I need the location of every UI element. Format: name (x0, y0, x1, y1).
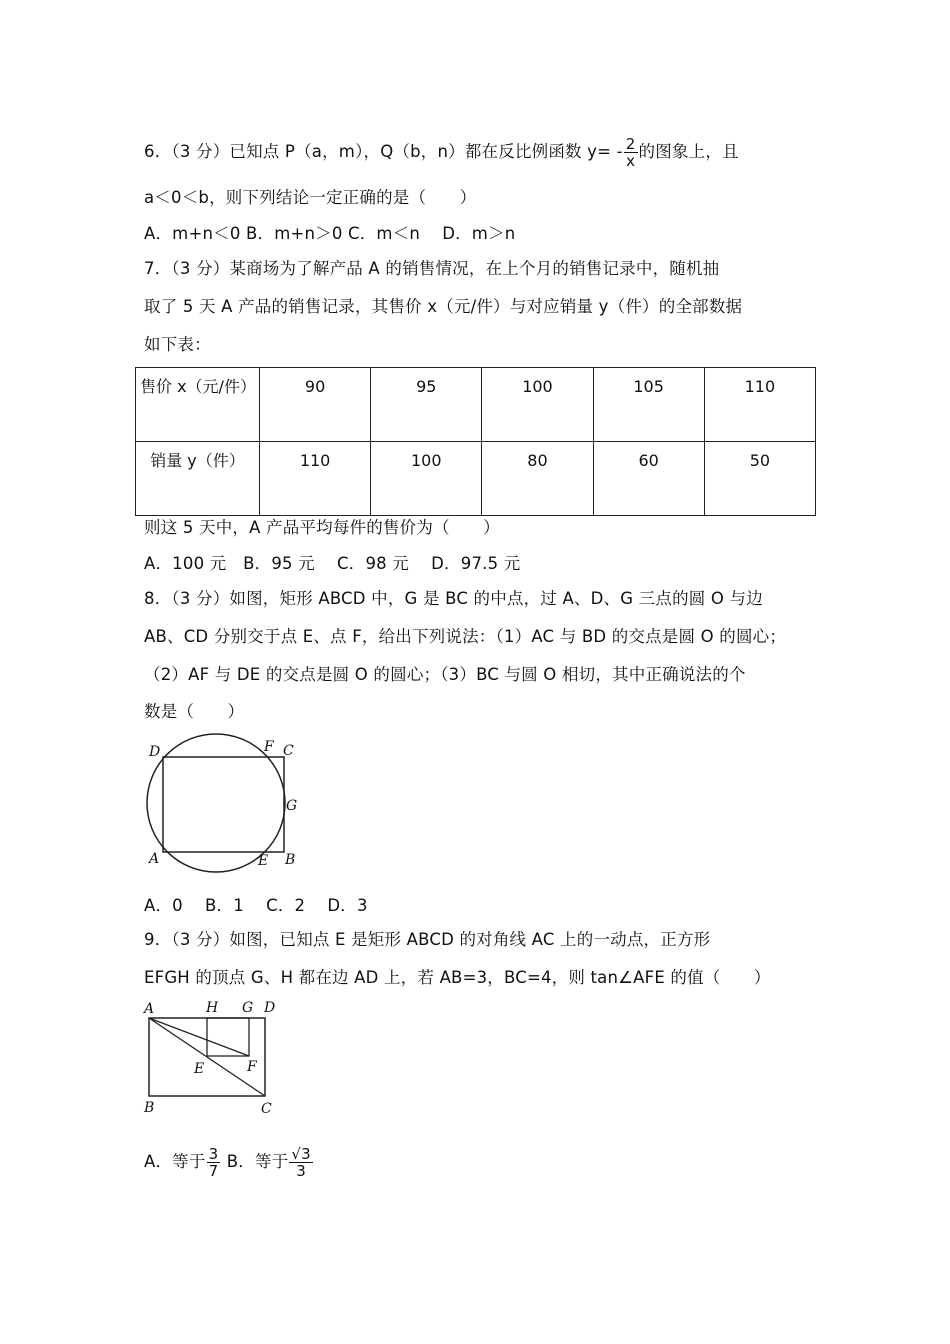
table-cell: 95 (371, 368, 482, 442)
label-h: H (206, 1000, 219, 1016)
q9-line2: EFGH 的顶点 G、H 都在边 AD 上，若 AB=3，BC=4，则 tan∠AFE 的值（ ） (144, 968, 771, 987)
q9-line1: 9．（3 分）如图，已知点 E 是矩形 ABCD 的对角线 AC 上的一动点，正方形 (144, 930, 711, 949)
label-d: D (264, 1000, 276, 1016)
table-cell: 100 (371, 442, 482, 516)
rectangle-abcd (163, 757, 284, 852)
price-sales-table (135, 367, 816, 516)
label-d: D (149, 744, 161, 760)
table-cell: 105 (593, 368, 704, 442)
q9-options (144, 1146, 314, 1179)
label-e: E (258, 853, 269, 869)
label-c: C (283, 743, 294, 759)
label-c: C (261, 1101, 272, 1117)
q6-minus-sign: - (616, 142, 623, 161)
table-cell: 100 (482, 368, 593, 442)
q6-frac-den: x (626, 152, 636, 170)
q6-fraction (624, 136, 638, 169)
q9-opt-b-fraction (289, 1146, 313, 1179)
q6-options: A．m+n＜0 B．m+n＞0 C．m＜n D．m＞n (144, 224, 516, 243)
q7-line2: 取了 5 天 A 产品的销售记录，其售价 x（元/件）与对应销量 y（件）的全部数据 (144, 297, 743, 316)
q8-options: A．0 B．1 C．2 D．3 (144, 896, 368, 915)
q9-opt-a-num: 3 (208, 1145, 219, 1163)
table-cell: 110 (704, 368, 815, 442)
table-cell: 110 (260, 442, 371, 516)
q8-line3: （2）AF 与 DE 的交点是圆 O 的圆心；（3）BC 与圆 O 相切，其中正确说法的个 (144, 665, 746, 684)
label-g: G (242, 1000, 254, 1016)
q9-rectangle-square-figure (140, 996, 290, 1121)
label-b: B (144, 1100, 155, 1116)
label-f: F (247, 1059, 257, 1075)
q6-frac-num: 2 (625, 135, 636, 153)
label-e: E (194, 1061, 205, 1077)
q9-opt-a-fraction (207, 1146, 221, 1179)
q7-line3: 如下表： (144, 335, 211, 354)
table-row (136, 368, 816, 442)
table-cell: 90 (260, 368, 371, 442)
table-header-price: 售价 x（元/件） (136, 368, 260, 442)
q9-opt-b-num: √3 (291, 1145, 311, 1163)
q6-line1-suffix: 的图象上，且 (638, 142, 739, 161)
label-b: B (285, 852, 296, 868)
segment-af (149, 1018, 249, 1056)
label-g: G (286, 798, 298, 814)
label-a: A (149, 851, 160, 867)
q8-circle-rectangle-figure (140, 730, 310, 875)
q6-line2: a＜0＜b，则下列结论一定正确的是（ ） (144, 188, 477, 207)
label-f: F (264, 739, 274, 755)
q9-opt-a-den: 7 (208, 1162, 219, 1180)
table-cell: 80 (482, 442, 593, 516)
square-efgh (207, 1018, 249, 1056)
q8-line1: 8．（3 分）如图，矩形 ABCD 中，G 是 BC 的中点，过 A、D、G 三点的圆 O 与边 (144, 589, 763, 608)
q9-opt-b-prefix: B．等于 (221, 1152, 289, 1171)
table-header-sales: 销量 y（件） (136, 442, 260, 516)
q9-opt-a-prefix: A．等于 (144, 1152, 206, 1171)
table-cell: 60 (593, 442, 704, 516)
label-a: A (144, 1001, 155, 1017)
table-row (136, 442, 816, 516)
q6-line1 (144, 136, 739, 169)
q7-line4: 则这 5 天中，A 产品平均每件的售价为（ ） (144, 518, 500, 537)
q9-opt-b-den: 3 (296, 1162, 307, 1180)
q6-line1-prefix: 6．（3 分）已知点 P（a，m），Q（b，n）都在反比例函数 y= (144, 142, 617, 161)
q7-options: A．100 元 B．95 元 C．98 元 D．97.5 元 (144, 554, 521, 573)
q8-line2: AB、CD 分别交于点 E、点 F，给出下列说法：（1）AC 与 BD 的交点是圆 O 的圆心； (144, 627, 787, 646)
q7-line1: 7．（3 分）某商场为了解产品 A 的销售情况，在上个月的销售记录中，随机抽 (144, 259, 720, 278)
table-cell: 50 (704, 442, 815, 516)
q8-line4: 数是（ ） (144, 702, 245, 721)
